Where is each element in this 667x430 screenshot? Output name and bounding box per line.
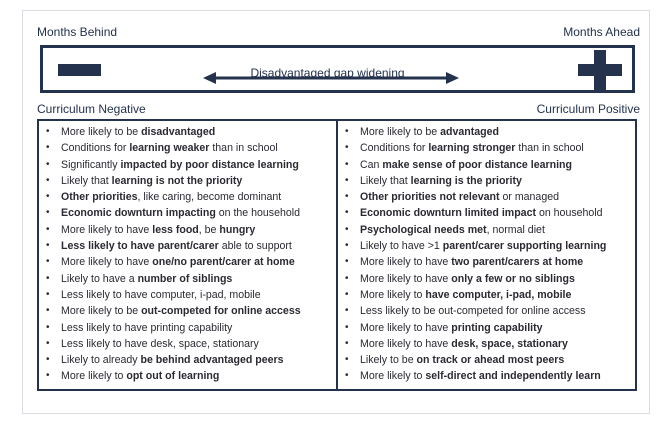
positive-item <box>338 352 635 368</box>
negative-item <box>39 205 336 221</box>
positive-list-box <box>336 119 637 391</box>
positive-item <box>338 336 635 352</box>
item-text: on the household <box>215 207 301 220</box>
negative-item <box>39 189 336 205</box>
item-text: Conditions for <box>61 142 130 155</box>
item-text: More likely to have <box>360 321 452 334</box>
item-emphasis: opt out of learning <box>126 370 220 383</box>
item-text: Less likely to have printing capability <box>61 321 233 334</box>
item-emphasis: Psychological needs met <box>360 223 487 236</box>
item-text: More likely to <box>360 288 426 301</box>
item-text: More likely to have <box>61 223 153 236</box>
item-emphasis: disadvantaged <box>141 126 216 138</box>
item-text: Likely to have >1 <box>360 240 443 253</box>
item-text: Likely that <box>61 174 112 187</box>
item-emphasis: Less likely to have parent/carer <box>61 240 219 253</box>
item-emphasis: learning weaker <box>129 142 210 155</box>
item-text: , be <box>198 223 220 236</box>
negative-item <box>39 287 336 303</box>
negative-list <box>39 121 336 385</box>
item-emphasis: learning is the priority <box>410 174 522 187</box>
item-text: on household <box>536 207 603 220</box>
negative-item <box>39 173 336 189</box>
positive-item <box>338 205 635 221</box>
item-text: More likely to have <box>360 272 452 285</box>
item-emphasis: Other priorities <box>61 191 138 204</box>
negative-item <box>39 254 336 270</box>
item-text: More likely to be <box>61 305 142 318</box>
item-text: Likely that <box>360 174 411 187</box>
item-emphasis: out-competed for online access <box>141 305 301 318</box>
negative-item <box>39 124 336 140</box>
item-text: than in school <box>515 142 584 155</box>
item-text: Conditions for <box>360 142 429 155</box>
item-emphasis: one/no parent/carer at home <box>152 256 295 269</box>
positive-item <box>338 222 635 238</box>
negative-item <box>39 352 336 368</box>
item-text: More likely to have <box>360 337 452 350</box>
negative-item <box>39 157 336 173</box>
gap-widening-label: Disadvantaged gap widening <box>250 66 405 80</box>
positive-item <box>338 173 635 189</box>
item-emphasis: on track or ahead most peers <box>416 354 565 367</box>
negative-item <box>39 336 336 352</box>
item-emphasis: number of siblings <box>137 272 233 285</box>
negative-item <box>39 222 336 238</box>
item-emphasis: parent/carer supporting learning <box>442 240 607 253</box>
negative-item <box>39 140 336 156</box>
item-text: More likely to have <box>61 256 153 269</box>
curriculum-negative-label: Curriculum Negative <box>37 102 146 116</box>
item-emphasis: printing capability <box>451 321 543 334</box>
negative-item <box>39 303 336 319</box>
item-text: Less likely to have computer, i-pad, mobile <box>61 288 261 301</box>
item-text: More likely to be <box>61 126 142 138</box>
negative-item <box>39 320 336 336</box>
item-emphasis: make sense of poor distance learning <box>382 158 572 171</box>
item-text: Can <box>360 158 383 171</box>
item-emphasis: learning is not the priority <box>111 174 243 187</box>
positive-list <box>338 121 635 385</box>
item-emphasis: impacted by poor distance learning <box>120 158 299 171</box>
item-text: Less likely to be out-competed for online access <box>360 305 586 318</box>
positive-item <box>338 254 635 270</box>
negative-item <box>39 368 336 384</box>
item-text: , like caring, become dominant <box>137 191 282 204</box>
item-emphasis: self-direct and independently learn <box>425 370 601 383</box>
item-text: More likely to <box>61 370 127 383</box>
item-emphasis: desk, space, stationary <box>451 337 568 350</box>
positive-item <box>338 140 635 156</box>
item-text: Significantly <box>61 158 121 171</box>
item-emphasis: less food <box>152 223 199 236</box>
positive-item <box>338 157 635 173</box>
positive-item <box>338 303 635 319</box>
item-text: More likely to <box>360 370 426 383</box>
positive-item <box>338 320 635 336</box>
item-emphasis: Economic downturn impacting <box>61 207 216 220</box>
item-emphasis: Other priorities not relevant <box>360 191 500 204</box>
item-text: or managed <box>499 191 559 204</box>
curriculum-positive-label: Curriculum Positive <box>536 102 640 116</box>
item-emphasis: only a few or no siblings <box>451 272 575 285</box>
item-emphasis: learning stronger <box>428 142 516 155</box>
positive-item <box>338 271 635 287</box>
months-behind-label: Months Behind <box>37 25 118 39</box>
item-text: Less likely to have desk, space, stationary <box>61 337 259 350</box>
item-text: able to support <box>218 240 292 253</box>
item-emphasis: have computer, i-pad, mobile <box>425 288 572 301</box>
item-text: More likely to be <box>360 126 441 138</box>
positive-item <box>338 287 635 303</box>
negative-item <box>39 271 336 287</box>
months-ahead-label: Months Ahead <box>563 25 640 39</box>
item-emphasis: Economic downturn limited impact <box>360 207 536 220</box>
item-text: , normal diet <box>486 223 545 236</box>
positive-item <box>338 189 635 205</box>
positive-item <box>338 238 635 254</box>
negative-item <box>39 238 336 254</box>
item-emphasis: be behind advantaged peers <box>140 354 284 367</box>
item-text: than in school <box>209 142 278 155</box>
item-emphasis: two parent/carers at home <box>451 256 584 269</box>
item-emphasis: advantaged <box>440 126 499 138</box>
positive-item <box>338 368 635 384</box>
positive-item <box>338 124 635 140</box>
item-text: More likely to have <box>360 256 452 269</box>
item-emphasis: hungry <box>219 223 256 236</box>
item-text: Likely to already <box>61 354 141 367</box>
item-text: Likely to have a <box>61 272 138 285</box>
negative-list-box <box>37 119 338 391</box>
item-text: Likely to be <box>360 354 417 367</box>
